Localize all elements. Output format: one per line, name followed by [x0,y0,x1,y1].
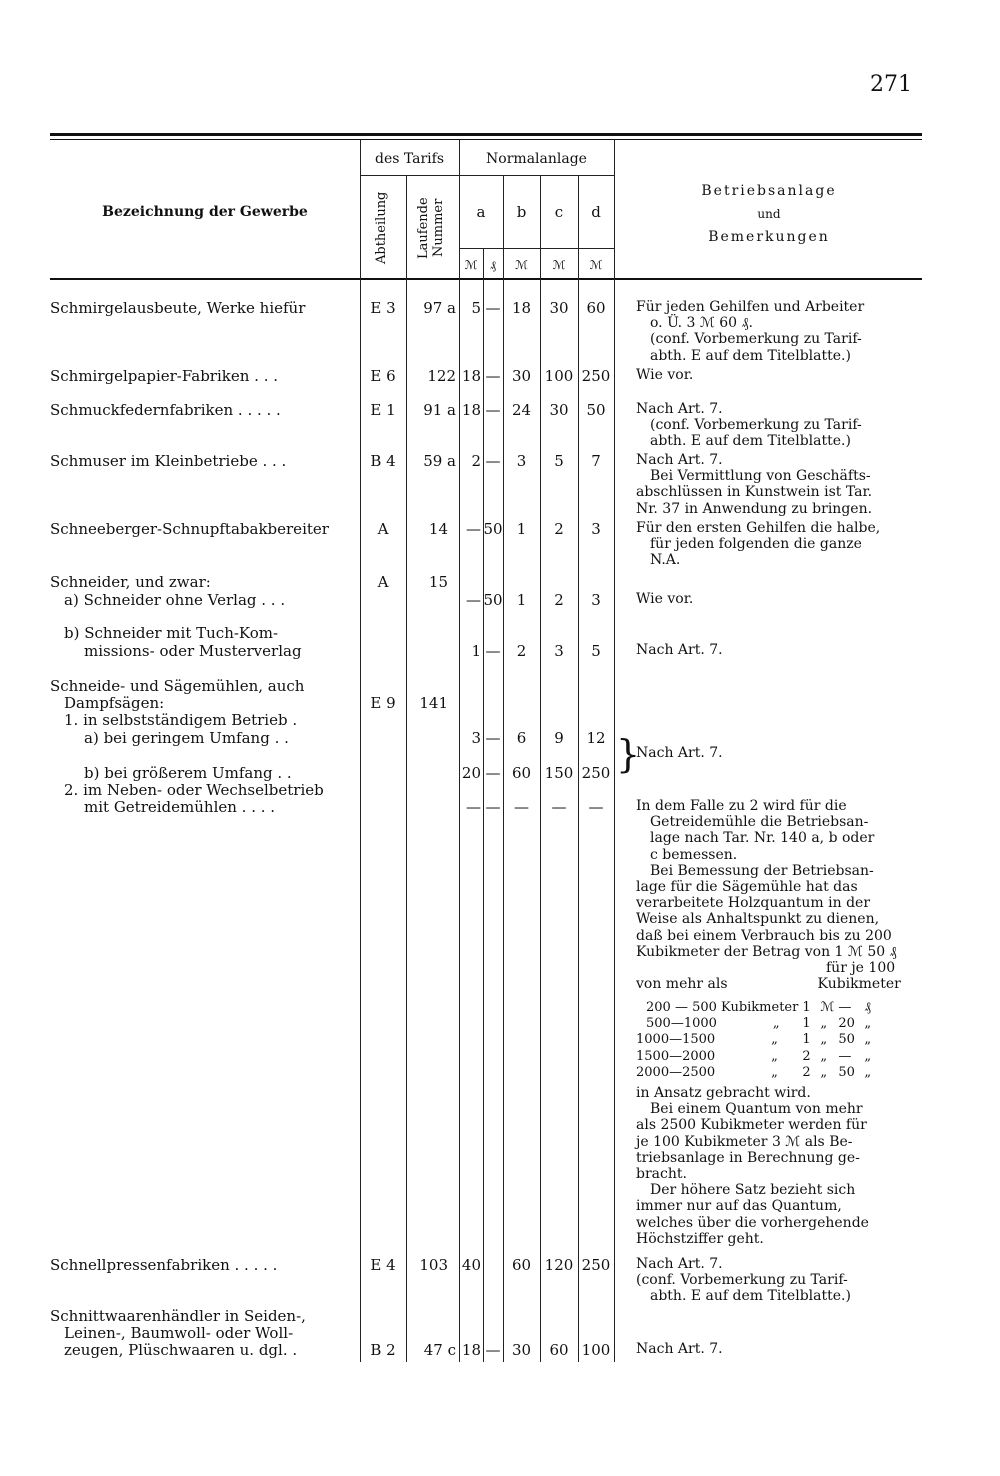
val-b: 24 [511,401,532,419]
header-subrule [459,248,614,249]
brace: } [616,732,641,776]
nummer: 97 a [423,299,456,317]
val-b: 1 [516,520,527,538]
val-c: 9 [554,729,564,747]
val-d: 50 [586,401,606,419]
val-a-pf: — [485,729,501,747]
val-a-mark: 18 [461,401,481,419]
normal-label: Normalanlage [486,151,587,167]
val-c: 2 [554,520,564,538]
remark: Nach Art. 7. [636,642,723,658]
nummer: 103 [419,1256,448,1274]
val-b: 60 [511,764,532,782]
remark: Nach Art. 7. [636,745,723,761]
trade-name: Schneide- und Sägemühlen, auch [50,677,305,695]
tarif-label: des Tarifs [374,151,444,167]
top-rule-thin [50,139,922,140]
val-b: 1 [516,591,527,609]
val-b: 2 [516,642,527,660]
top-rule [50,133,922,136]
val-a-pf: — [485,367,501,385]
val-c: 5 [554,452,564,470]
val-c: 2 [554,591,564,609]
val-a-mark: 3 [471,729,481,747]
col-line [360,140,361,1362]
abteilung: A [377,573,389,591]
trade-name: Schnittwaarenhändler in Seiden-, [50,1307,306,1325]
remark: Für den ersten Gehilfen die halbe, für jeden folgenden die ganze N.A. [636,520,881,569]
unit-mark: ℳ [552,258,566,272]
val-a-pf: — [485,452,501,470]
abteilung: B 4 [370,452,396,470]
remark: Nach Art. 7. Bei Vermittlung von Geschäfts- abschlüssen in Kunstwein ist Tar. Nr. 37 in Anwendung zu bringen. [636,452,873,517]
col-line [406,175,407,1362]
val-b: 6 [516,729,527,747]
abteilung: A [377,520,389,538]
remark-long: In dem Falle zu 2 wird für die Getreidemühle die Betriebsan- lage nach Tar. Nr. 140 a, b oder c bemessen. Bei Bemessung der Betriebsan- lage für die Sägemühle hat das verarbeitete Holzquantum in der Weise als Anhaltspunkt zu dienen, daß bei einem Verbrauch bis zu 200 Kubikmeter der Betrag von 1 ℳ 50 ₰ für je 100 von mehr als Kubikmeter [636,798,901,993]
val-d: 12 [586,729,606,747]
trade-name: Schmirgelausbeute, Werke hiefür [50,299,306,317]
val-d: 60 [586,299,606,317]
nummer: 14 [428,520,448,538]
remarks-header: Betriebsanlage [701,183,837,199]
trade-name: Schmuckfedernfabriken . . . . . [50,401,281,419]
sub-trade: mit Getreidemühlen . . . . [84,798,276,816]
header-subrule [360,175,614,176]
val-a-pf: — [485,764,501,782]
val-a-mark: 2 [471,452,481,470]
abteilung: E 3 [370,299,396,317]
val-a-pf: — [485,299,501,317]
val-b: 30 [511,1341,532,1359]
trade-name: Leinen-, Baumwoll- oder Woll- [64,1324,294,1342]
col-b-header: b [516,203,527,221]
unit-mark: ℳ [515,258,528,272]
remark-long-cont: in Ansatz gebracht wird. Bei einem Quantum von mehr als 2500 Kubikmeter werden für je 100 Kubikmeter 3 ℳ als Be- triebsanlage in Berechnung ge- bracht. Der höhere Satz bezieht sich immer nur auf das Quantum, welches über die vorhergehende Höchstziffer geht. [636,1085,869,1247]
val-a-mark: — [466,798,481,816]
nummer: 91 a [423,401,456,419]
sub-trade: 1. in selbstständigem Betrieb . [64,711,298,729]
sub-trade: b) bei größerem Umfang . . [84,764,292,782]
sub-trade: a) Schneider ohne Verlag . . . [64,591,286,609]
val-d: 100 [581,1341,611,1359]
nummer: 59 a [423,452,456,470]
val-a-mark: 40 [461,1256,481,1274]
val-c: 60 [549,1341,569,1359]
val-a-mark: 1 [471,642,481,660]
trade-name: zeugen, Plüschwaaren u. dgl. . [64,1341,298,1359]
remark: Nach Art. 7. [636,1341,723,1357]
unit-mark: ℳ [589,258,603,272]
trade-name: Schneider, und zwar: [50,573,211,591]
remark: Nach Art. 7. (conf. Vorbemerkung zu Tarif- abth. E auf dem Titelblatte.) [636,1256,851,1305]
remark: Für jeden Gehilfen und Arbeiter o. Ü. 3 ℳ 60 ₰. (conf. Vorbemerkung zu Tarif- abth. E auf dem Titelblatte.) [636,299,865,364]
val-a-mark: — [466,591,481,609]
val-d: 3 [591,591,601,609]
sub-trade: b) Schneider mit Tuch-Kom- [64,624,279,642]
val-d: 5 [591,642,601,660]
header-rule [50,278,922,280]
val-a-mark: 18 [461,367,481,385]
val-a-mark: — [466,520,481,538]
val-a-pf: 50 [483,591,503,609]
val-c: 150 [544,764,574,782]
val-b: 60 [511,1256,532,1274]
val-c: — [551,798,567,816]
abteilung-header: Abtheilung [374,191,389,265]
unit-pf: ₰ [490,258,496,272]
col-a-header: a [476,203,486,221]
val-c: 30 [549,401,569,419]
sub-trade: missions- oder Musterverlag [84,642,302,660]
remark: Nach Art. 7. (conf. Vorbemerkung zu Tarif- abth. E auf dem Titelblatte.) [636,401,862,450]
remarks-header-und: und [757,207,781,221]
nummer: 122 [427,367,456,385]
val-d: 3 [591,520,601,538]
val-b: 3 [516,452,527,470]
val-a-pf: — [485,798,501,816]
page-number: 271 [870,72,912,97]
abteilung: E 6 [370,367,396,385]
val-a-mark: 18 [461,1341,481,1359]
val-d: 250 [581,367,611,385]
col-line [459,140,460,1362]
abteilung: E 1 [370,401,396,419]
trade-name: Schneeberger-Schnupftabakbereiter [50,520,329,538]
val-a-pf: 50 [483,520,503,538]
val-d: 250 [581,1256,611,1274]
val-d: 250 [581,764,611,782]
val-b: 18 [511,299,532,317]
laufende-nummer-header: Laufende Nummer [416,197,446,259]
val-a-pf: — [485,1341,501,1359]
val-b: — [514,798,529,816]
val-c: 120 [544,1256,574,1274]
val-a-mark: 20 [461,764,481,782]
val-d: 7 [591,452,601,470]
val-d: — [588,798,604,816]
sub-trade: a) bei geringem Umfang . . [84,729,289,747]
val-a-pf: — [485,401,501,419]
abteilung: E 4 [370,1256,396,1274]
nummer: 15 [428,573,448,591]
sub-trade: 2. im Neben- oder Wechselbetrieb [64,781,324,799]
abteilung: B 2 [370,1341,396,1359]
val-a-mark: 5 [471,299,481,317]
val-c: 30 [549,299,569,317]
col-c-header: c [554,203,564,221]
abteilung: E 9 [370,694,396,712]
val-a-pf: — [485,642,501,660]
name-column-header: Bezeichnung der Gewerbe [102,204,308,220]
val-c: 100 [544,367,574,385]
trade-name: Schmirgelpapier-Fabriken . . . [50,367,279,385]
trade-name: Dampfsägen: [64,694,165,712]
val-c: 3 [554,642,564,660]
trade-name: Schmuser im Kleinbetriebe . . . [50,452,287,470]
remark: Wie vor. [636,591,694,607]
remarks-header: Bemerkungen [708,229,830,245]
scale-table: 200 — 500 Kubikmeter 1 ℳ — ₰ 500—1000 „ 1 „ 20 „ 1000—1500 „ 1 „ 50 „ 1500—2000 „ 2 „ — „ 2000—2500 „ 2 „ 50 „ [636,1000,872,1080]
nummer: 47 c [423,1341,456,1359]
trade-name: Schnellpressenfabriken . . . . . [50,1256,278,1274]
val-b: 30 [511,367,532,385]
unit-mark: ℳ [464,258,478,272]
col-line [614,140,615,1362]
remark: Wie vor. [636,367,694,383]
nummer: 141 [419,694,448,712]
col-d-header: d [591,203,601,221]
